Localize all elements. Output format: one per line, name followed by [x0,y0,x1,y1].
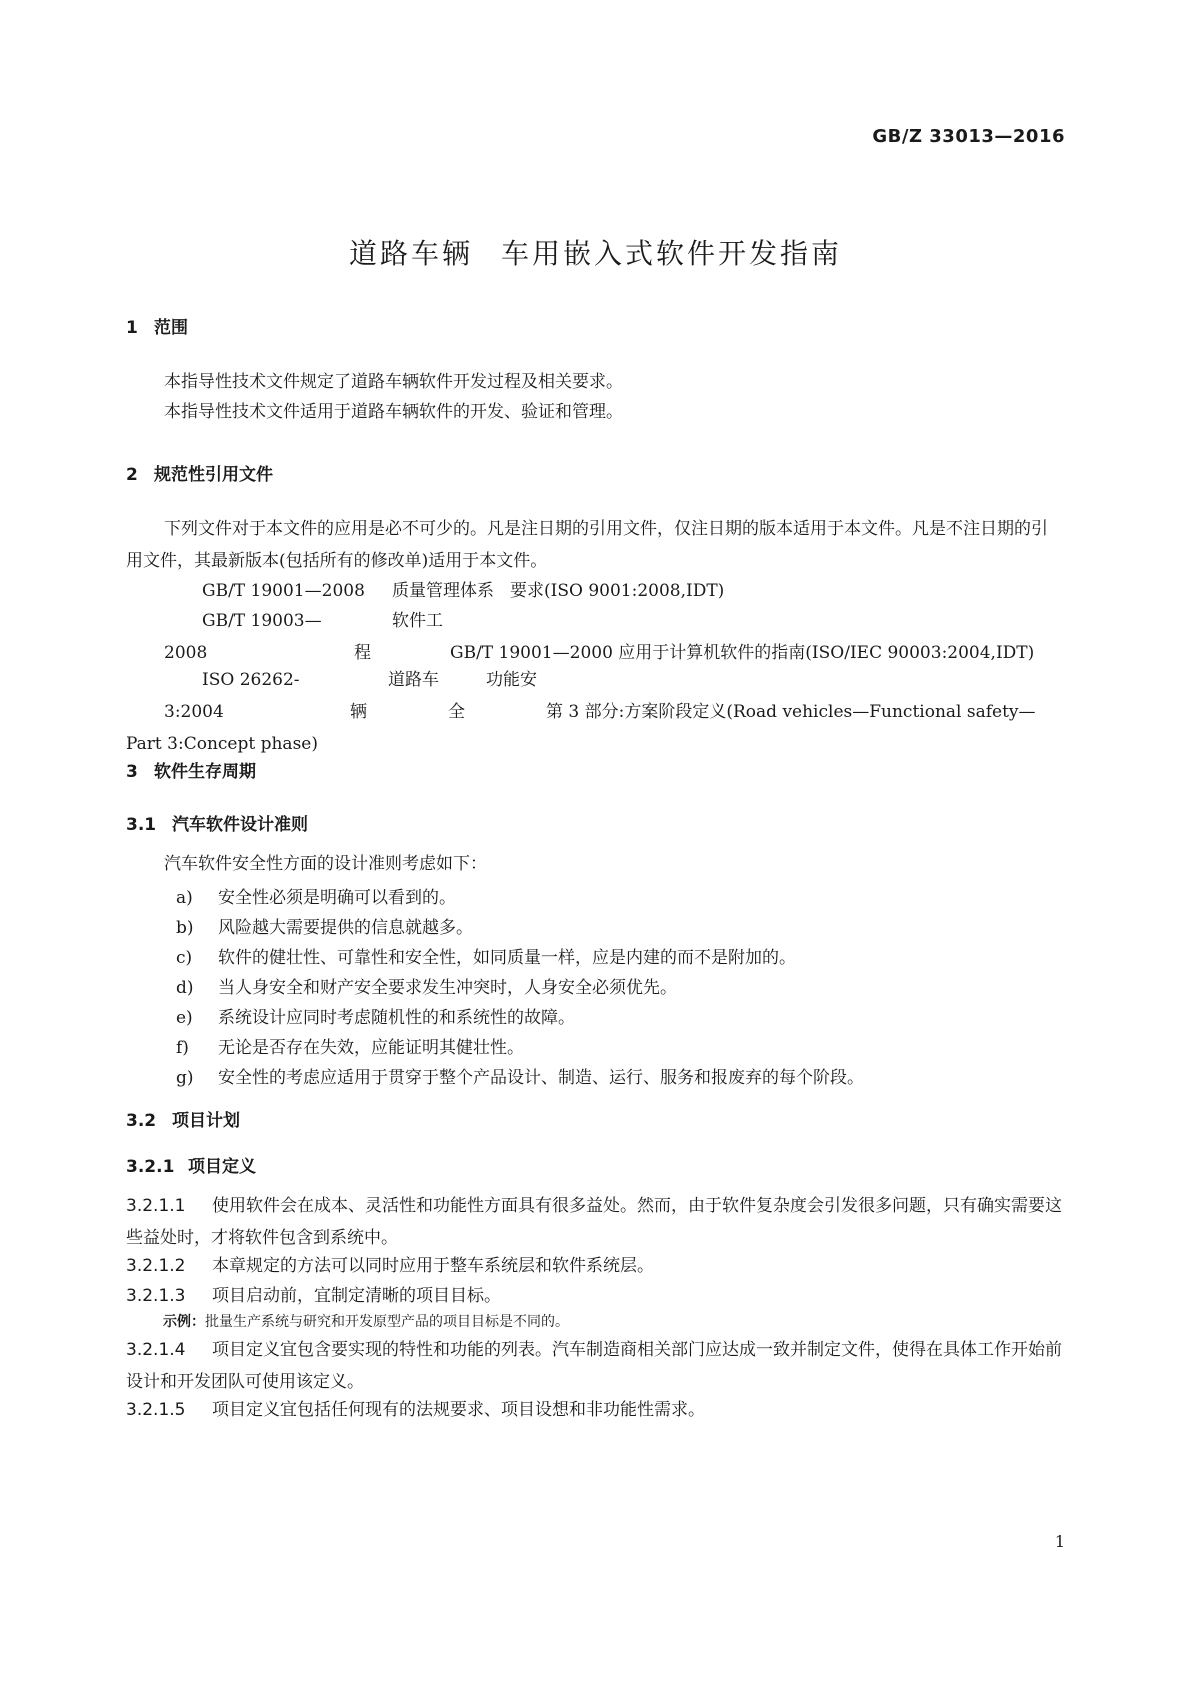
clause-text: 本章规定的方法可以同时应用于整车系统层和软件系统层。 [212,1256,654,1276]
list-marker: c) [176,948,193,968]
section-2-heading [126,460,273,485]
reference-item [126,605,1062,669]
list-text: 系统设计应同时考虑随机性的和系统性的故障。 [218,1008,575,1028]
list-text: 安全性的考虑应适用于贯穿于整个产品设计、制造、运行、服务和报废弃的每个阶段。 [218,1068,864,1088]
section-3-heading [126,757,256,782]
clause [126,1190,1062,1254]
list-item [176,1033,524,1058]
clause [126,1394,1062,1426]
section-title: 范围 [154,318,188,338]
list-item [176,1003,575,1028]
paragraph: 本指导性技术文件规定了道路车辆软件开发过程及相关要求。 [164,372,623,392]
clause-text: 项目启动前，宜制定清晰的项目目标。 [212,1286,501,1306]
list-text: 安全性必须是明确可以看到的。 [218,888,456,908]
example-label: 示例： [163,1314,205,1330]
section-1-heading [126,313,188,338]
section-number: 3.2.1 [126,1157,175,1177]
clause-text: 使用软件会在成本、灵活性和功能性方面具有很多益处。然而，由于软件复杂度会引发很多问题，只有确实需要这些益处时，才将软件包含到系统中。 [126,1196,1062,1248]
list-marker: e) [176,1008,193,1028]
paragraph: 本指导性技术文件适用于道路车辆软件的开发、验证和管理。 [164,402,623,422]
example-text: 批量生产系统与研究和开发原型产品的项目目标是不同的。 [205,1314,569,1330]
clause [126,1334,1062,1398]
list-item [176,1063,864,1088]
reference-rest: 要求(ISO 9001:2008,IDT) [510,581,725,601]
list-marker: a) [176,888,193,908]
title-part-1: 道路车辆 [348,237,473,270]
reference-title-2: 功能安全 [448,670,537,722]
document-title [0,232,1191,272]
section-number: 3 [126,762,138,782]
list-text: 软件的健壮性、可靠性和安全性，如同质量一样，应是内建的而不是附加的。 [218,948,796,968]
paragraph: 下列文件对于本文件的应用是必不可少的。凡是注日期的引用文件，仅注日期的版本适用于本文件。凡是不注日期的引用文件，其最新版本(包括所有的修改单)适用于本文件。 [126,519,1048,571]
section-3-2-1-heading [126,1152,256,1177]
section-3-1-heading [126,810,308,835]
page-number: 1 [1054,1532,1065,1551]
list-item [176,913,473,938]
section-title: 软件生存周期 [154,762,256,782]
example-note [163,1311,569,1331]
list-text: 风险越大需要提供的信息就越多。 [218,918,473,938]
reference-code: GB/T 19003—2008 [164,611,322,663]
reference-title: 软件工程 [354,611,443,663]
paragraph: 汽车软件安全性方面的设计准则考虑如下： [164,854,487,874]
reference-item [126,664,1062,760]
reference-code: ISO 26262-3:2004 [164,670,300,722]
clause-number: 3.2.1.4 [126,1340,186,1360]
section-3-2-heading [126,1106,240,1131]
list-marker: f) [176,1038,189,1058]
section-title: 规范性引用文件 [154,465,273,485]
clause-number: 3.2.1.3 [126,1286,186,1306]
clause-number: 3.2.1.5 [126,1400,186,1420]
clause-number: 3.2.1.1 [126,1196,186,1216]
clause [126,1250,1062,1282]
reference-code: GB/T 19001—2008 [202,581,365,601]
list-marker: d) [176,978,194,998]
list-item [176,883,456,908]
reference-title: 质量管理体系 [392,581,494,601]
section-number: 2 [126,465,138,485]
reference-item [126,575,1062,607]
reference-rest: 第 3 部分:方案阶段定义(Road vehicles—Functional safety—Part 3:Concept phase) [126,702,1036,754]
section-number: 1 [126,318,138,338]
section-title: 汽车软件设计准则 [172,815,308,835]
clause [126,1280,1062,1312]
clause-text: 项目定义宜包含要实现的特性和功能的列表。汽车制造商相关部门应达成一致并制定文件，使得在具体工作开始前设计和开发团队可使用该定义。 [126,1340,1062,1392]
section-title: 项目定义 [188,1157,256,1177]
section-number: 3.1 [126,815,157,835]
list-item [176,943,796,968]
reference-rest: GB/T 19001—2000 应用于计算机软件的指南(ISO/IEC 90003:2004,IDT) [450,643,1035,663]
list-text: 当人身安全和财产安全要求发生冲突时，人身安全必须优先。 [218,978,677,998]
title-part-2: 车用嵌入式软件开发指南 [501,237,843,270]
list-item [176,973,677,998]
clause-text: 项目定义宜包括任何现有的法规要求、项目设想和非功能性需求。 [212,1400,705,1420]
document-code: GB/Z 33013—2016 [872,126,1065,147]
reference-title: 道路车辆 [350,670,439,722]
list-marker: b) [176,918,194,938]
clause-number: 3.2.1.2 [126,1256,186,1276]
list-marker: g) [176,1068,194,1088]
section-title: 项目计划 [172,1111,240,1131]
section-number: 3.2 [126,1111,157,1131]
list-text: 无论是否存在失效，应能证明其健壮性。 [218,1038,524,1058]
